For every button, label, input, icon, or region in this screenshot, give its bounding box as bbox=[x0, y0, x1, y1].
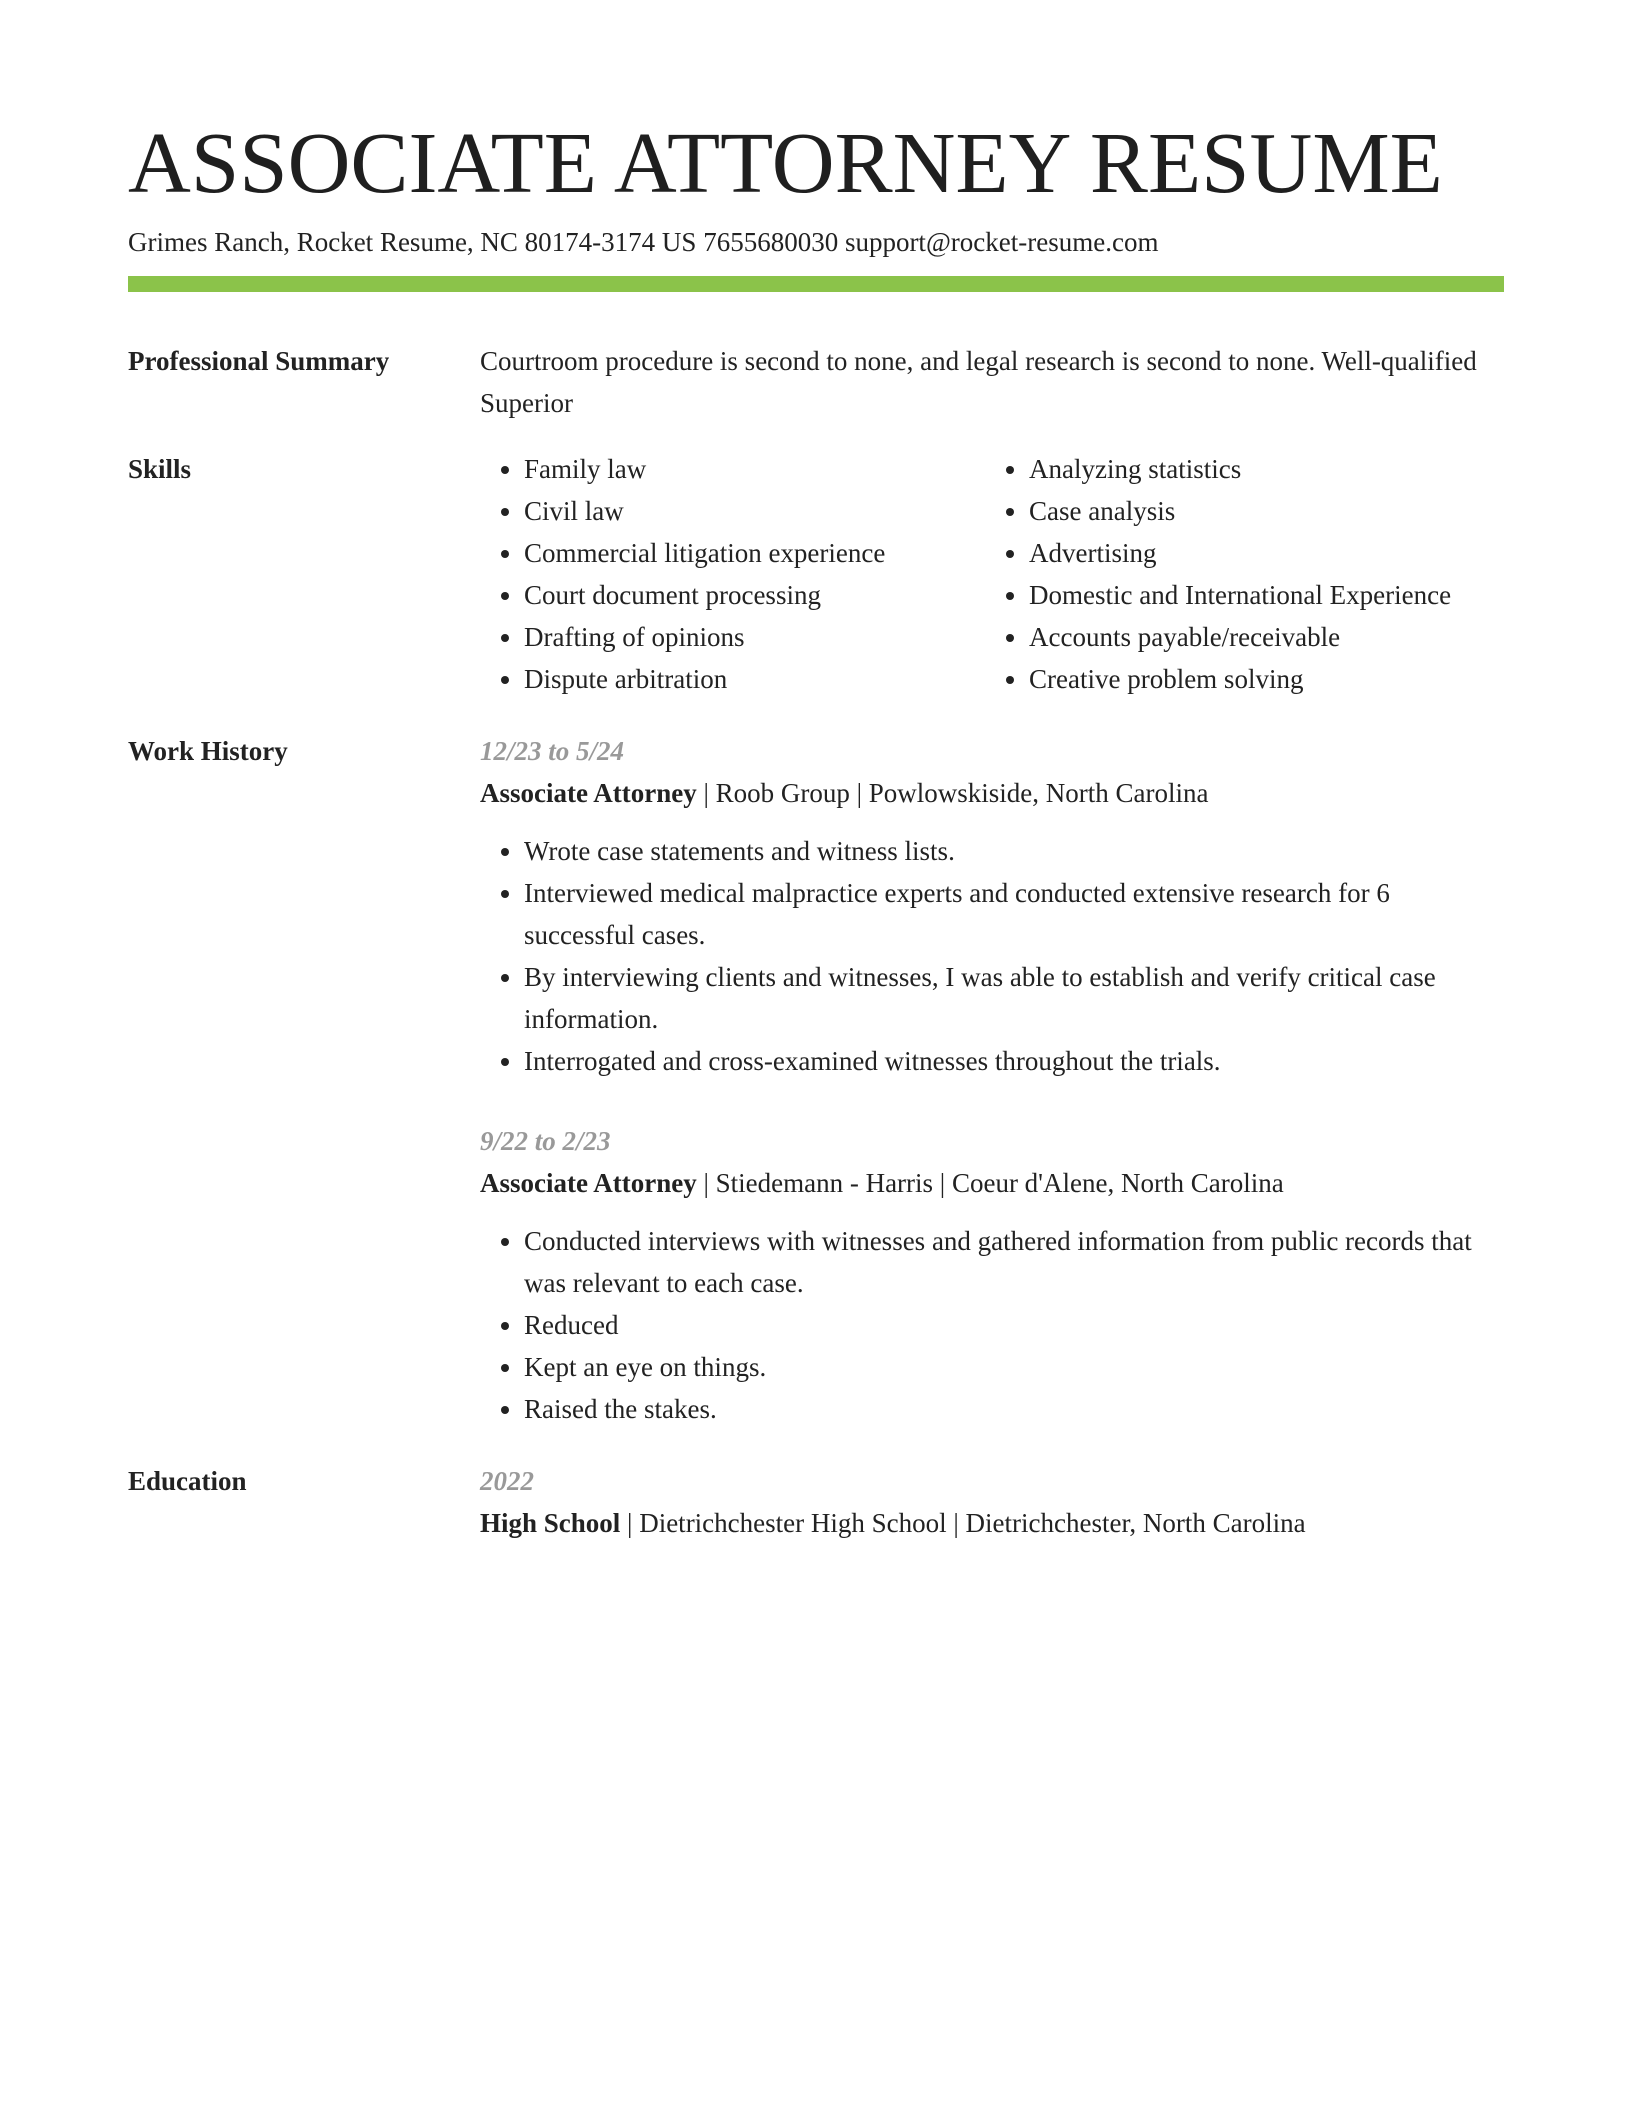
skills-section bbox=[128, 448, 1504, 700]
education-body bbox=[480, 1460, 1504, 1544]
skill-item: • Advertising bbox=[1029, 532, 1504, 574]
skill-item: • Domestic and International Experience bbox=[1029, 574, 1504, 616]
education-degree: High School bbox=[480, 1507, 621, 1538]
job-bullet: • Raised the stakes. bbox=[524, 1388, 1504, 1430]
job-title: Associate Attorney bbox=[480, 1167, 697, 1198]
section-label-skills: Skills bbox=[128, 453, 192, 484]
skill-item: • Creative problem solving bbox=[1029, 658, 1504, 700]
skill-item: • Court document processing bbox=[524, 574, 985, 616]
skill-item: • Dispute arbitration bbox=[524, 658, 985, 700]
separator bbox=[620, 1508, 639, 1538]
job-location: Coeur d'Alene, North Carolina bbox=[951, 1167, 1284, 1198]
job-entry bbox=[480, 1120, 1504, 1430]
job-company: Roob Group bbox=[715, 777, 850, 808]
skill-item: • Drafting of opinions bbox=[524, 616, 985, 658]
contact-address: Grimes Ranch, Rocket Resume, NC 80174-3174 US bbox=[128, 227, 697, 258]
job-bullet: • Conducted interviews with witnesses and gathered information from public records that was relevant to each case. bbox=[524, 1220, 1504, 1304]
section-label-education: Education bbox=[128, 1465, 247, 1496]
skill-item: • Family law bbox=[524, 448, 985, 490]
education-year: 2022 bbox=[480, 1465, 534, 1496]
separator bbox=[850, 778, 869, 808]
job-bullets bbox=[480, 830, 1504, 1082]
job-location: Powlowskiside, North Carolina bbox=[868, 777, 1209, 808]
job-bullets bbox=[480, 1220, 1504, 1430]
skill-item: • Commercial litigation experience bbox=[524, 532, 985, 574]
separator bbox=[697, 778, 716, 808]
skill-item: • Case analysis bbox=[1029, 490, 1504, 532]
skills-grid bbox=[480, 448, 1504, 700]
skill-item: • Analyzing statistics bbox=[1029, 448, 1504, 490]
work-history-body bbox=[480, 730, 1504, 1468]
skill-item: • Civil law bbox=[524, 490, 985, 532]
skill-item: • Accounts payable/receivable bbox=[1029, 616, 1504, 658]
work-history-section bbox=[128, 730, 1504, 1468]
education-location: Dietrichchester, North Carolina bbox=[965, 1507, 1306, 1538]
job-bullet: • Reduced bbox=[524, 1304, 1504, 1346]
contact-phone: 7655680030 bbox=[703, 227, 839, 258]
job-bullet: • Kept an eye on things. bbox=[524, 1346, 1504, 1388]
header-divider bbox=[128, 276, 1504, 292]
summary-text: Courtroom procedure is second to none, and legal research is second to none. Well-qualified Superior bbox=[480, 345, 1477, 418]
job-bullet: • Interviewed medical malpractice experts and conducted extensive research for 6 successful cases. bbox=[524, 872, 1504, 956]
separator bbox=[947, 1508, 966, 1538]
separator bbox=[933, 1168, 952, 1198]
job-bullet: • Interrogated and cross-examined witnesses throughout the trials. bbox=[524, 1040, 1504, 1082]
job-title: Associate Attorney bbox=[480, 777, 697, 808]
job-entry bbox=[480, 730, 1504, 1082]
job-dates: 9/22 to 2/23 bbox=[480, 1125, 611, 1156]
job-dates: 12/23 to 5/24 bbox=[480, 735, 625, 766]
resume-title: ASSOCIATE ATTORNEY RESUME bbox=[128, 114, 1443, 211]
job-bullet: • By interviewing clients and witnesses, I was able to establish and verify critical case information. bbox=[524, 956, 1504, 1040]
job-company: Stiedemann - Harris bbox=[715, 1167, 934, 1198]
education-line bbox=[480, 1502, 1504, 1544]
summary-section bbox=[128, 340, 1504, 424]
job-role-line bbox=[480, 1162, 1504, 1204]
separator bbox=[697, 1168, 716, 1198]
education-section bbox=[128, 1460, 1504, 1544]
section-label-work: Work History bbox=[128, 735, 288, 766]
section-label-summary: Professional Summary bbox=[128, 345, 390, 376]
education-school: Dietrichchester High School bbox=[639, 1507, 947, 1538]
job-role-line bbox=[480, 772, 1504, 814]
skills-body bbox=[480, 448, 1504, 700]
contact-email: support@rocket-resume.com bbox=[844, 227, 1159, 258]
job-bullet: • Wrote case statements and witness lists. bbox=[524, 830, 1504, 872]
skills-list-right bbox=[985, 448, 1504, 700]
skills-list-left bbox=[480, 448, 985, 700]
contact-line bbox=[128, 226, 1504, 258]
